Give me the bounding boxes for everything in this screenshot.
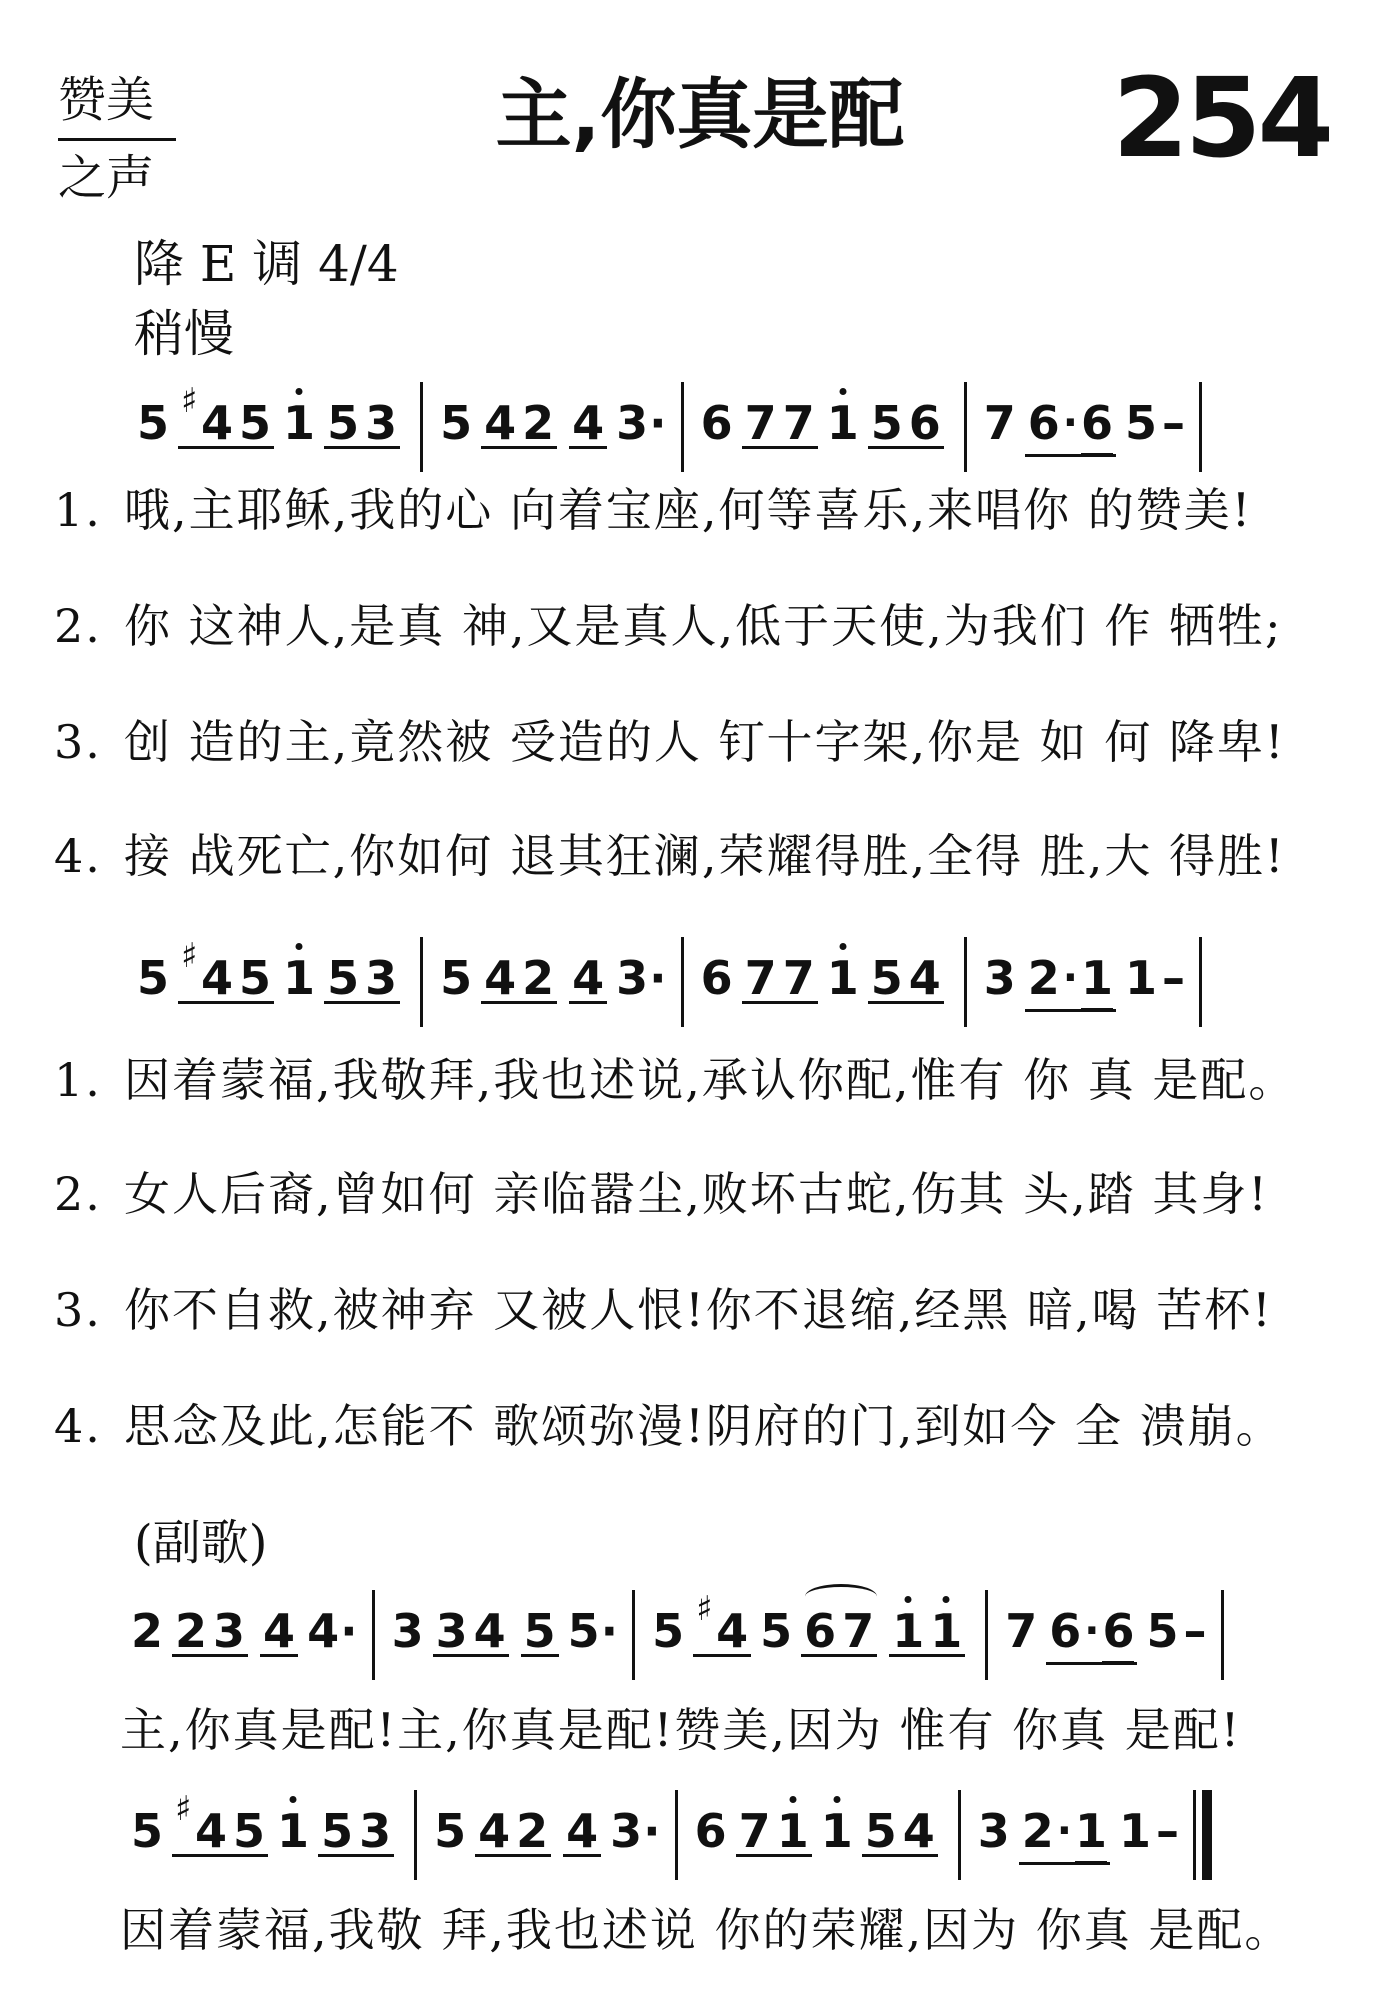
- note: 5: [523, 1604, 556, 1658]
- note: 4: [902, 1804, 935, 1858]
- note: 7: [1005, 1604, 1038, 1658]
- measure: [967, 937, 1199, 1027]
- note: 4: [473, 1604, 506, 1658]
- measure: [967, 382, 1199, 472]
- beamed-group: [178, 937, 274, 1004]
- hymn-title: 主,你真是配: [495, 70, 905, 159]
- augmentation-dot: ·: [1056, 1808, 1072, 1854]
- note: 1: [283, 937, 315, 1003]
- note: 2: [131, 1604, 164, 1658]
- note: 1: [827, 937, 859, 1003]
- book-name-bottom: 之声: [58, 150, 155, 206]
- note: 5: [440, 396, 473, 450]
- note: 2: [522, 951, 555, 1005]
- key-signature: 降 E 调 4/4: [134, 235, 399, 293]
- sharp-sign: ♯: [181, 381, 198, 421]
- augmentation-dot: ·: [1084, 1608, 1100, 1654]
- note: 3: [365, 396, 398, 450]
- note: 6: [700, 951, 733, 1005]
- second-underline: [1081, 453, 1113, 456]
- note: 4: [478, 1804, 511, 1858]
- note: 1: [1081, 937, 1113, 1011]
- beamed-group: [481, 937, 557, 1004]
- augmentation-dot: ·: [1062, 955, 1078, 1001]
- barline: [1221, 1590, 1224, 1680]
- measure: [134, 382, 420, 472]
- note: 1: [283, 382, 315, 448]
- note: 3: [616, 951, 649, 1005]
- octave-dot: [839, 388, 846, 395]
- lyric-line: 4. 思念及此,怎能不 歌颂弥漫!阴府的门,到如今 全 溃崩。: [54, 1399, 1284, 1453]
- note: 2: [1021, 1804, 1054, 1858]
- extension-dash: –: [1162, 396, 1186, 450]
- note: 1: [821, 1790, 853, 1856]
- barline: [1193, 1790, 1196, 1880]
- lyric-line: 4. 接 战死亡,你如何 退其狂澜,荣耀得胜,全得 胜,大 得胜!: [54, 829, 1286, 883]
- beamed-group: [693, 1590, 751, 1657]
- note: 3: [977, 1804, 1010, 1858]
- note: 7: [842, 1604, 875, 1658]
- note: 5: [321, 1804, 354, 1858]
- final-barline: [1202, 1790, 1212, 1880]
- lyric-line: 1. 因着蒙福,我敬拜,我也述说,承认你配,惟有 你 真 是配。: [54, 1053, 1297, 1107]
- note: 4: [566, 1804, 599, 1858]
- sharp-sign: ♯: [175, 1789, 192, 1829]
- measure: [684, 937, 964, 1027]
- lyric-line: 2. 你 这神人,是真 神,又是真人,低于天使,为我们 作 牺牲;: [54, 599, 1283, 653]
- note: 7: [782, 951, 815, 1005]
- extension-dash: –: [1162, 951, 1186, 1005]
- second-underline: [1102, 1661, 1134, 1664]
- octave-dot: [296, 943, 303, 950]
- octave-dot: [905, 1596, 912, 1603]
- lyric-line: 2. 女人后裔,曾如何 亲临嚣尘,败坏古蛇,伤其 头,踏 其身!: [54, 1167, 1269, 1221]
- note: 5: [327, 396, 360, 450]
- note: ♯ 4: [181, 381, 234, 450]
- beamed-group: [1046, 1590, 1137, 1665]
- beamed-group: [868, 937, 944, 1004]
- octave-dot: [789, 1796, 796, 1803]
- measure: [423, 937, 681, 1027]
- beamed-group: [569, 382, 607, 449]
- slur-mark: [805, 1584, 877, 1609]
- beamed-group: [178, 382, 274, 449]
- barline: [1199, 937, 1202, 1027]
- beamed-group: [868, 382, 944, 449]
- note: 1: [827, 382, 859, 448]
- lyric-line: 3. 创 造的主,竟然被 受造的人 钉十字架,你是 如 何 降卑!: [54, 715, 1286, 769]
- note: 3: [616, 396, 649, 450]
- note: 5: [440, 951, 473, 1005]
- note: 1: [1125, 951, 1158, 1005]
- note: 5: [137, 396, 170, 450]
- note: 7: [782, 396, 815, 450]
- extension-dash: –: [1183, 1604, 1207, 1658]
- note: 6: [1049, 1604, 1082, 1658]
- note: 7: [744, 951, 777, 1005]
- note: 1: [1075, 1790, 1107, 1864]
- note: 1: [892, 1590, 924, 1656]
- hymn-number: 254: [1112, 54, 1330, 182]
- note: 7: [983, 396, 1016, 450]
- book-name-top: 赞美: [58, 72, 155, 128]
- note: 6: [1102, 1590, 1134, 1664]
- note: 5: [131, 1804, 164, 1858]
- note: 5: [652, 1604, 685, 1658]
- note: 5: [233, 1804, 266, 1858]
- lyric-line: 3. 你不自救,被神弃 又被人恨!你不退缩,经黑 暗,喝 苦杯!: [54, 1283, 1273, 1337]
- note: 2: [516, 1804, 549, 1858]
- note: 5: [760, 1604, 793, 1658]
- note: 3: [983, 951, 1016, 1005]
- note: 5: [434, 1804, 467, 1858]
- note: 5: [870, 396, 903, 450]
- beamed-group: [521, 1590, 559, 1657]
- beamed-group: [1019, 1790, 1110, 1865]
- measure: [128, 1790, 414, 1880]
- augmentation-dot: ·: [600, 1604, 619, 1658]
- beamed-group: [569, 937, 607, 1004]
- augmentation-dot: ·: [1062, 400, 1078, 446]
- note: 2: [175, 1604, 208, 1658]
- note: 3: [435, 1604, 468, 1658]
- note: 4: [484, 396, 517, 450]
- note: 1: [1119, 1804, 1152, 1858]
- note: 5: [567, 1604, 600, 1658]
- beamed-group: [324, 937, 400, 1004]
- beamed-group: [742, 382, 818, 449]
- beamed-group: [742, 937, 818, 1004]
- note: 6: [804, 1604, 837, 1658]
- augmentation-dot: ·: [643, 1804, 661, 1858]
- note: 7: [744, 396, 777, 450]
- note: 5: [1146, 1604, 1179, 1658]
- note: 4: [572, 951, 605, 1005]
- note: 5: [137, 951, 170, 1005]
- note: 6: [908, 396, 941, 450]
- note: 1: [930, 1590, 962, 1656]
- beamed-group: [801, 1590, 877, 1657]
- note: 6: [700, 396, 733, 450]
- note: ♯ 4: [181, 936, 234, 1005]
- chorus-lyric-line: 因着蒙福,我敬 拜,我也述说 你的荣耀,因为 你真 是配。: [120, 1903, 1293, 1957]
- beamed-group: [433, 1590, 509, 1657]
- note: 4: [484, 951, 517, 1005]
- sharp-sign: ♯: [696, 1589, 713, 1629]
- augmentation-dot: ·: [649, 396, 667, 450]
- beamed-group: [563, 1790, 601, 1857]
- octave-dot: [833, 1796, 840, 1803]
- notation-line-1: [0, 382, 1400, 472]
- note: 3: [391, 1604, 424, 1658]
- beamed-group: [862, 1790, 938, 1857]
- octave-dot: [943, 1596, 950, 1603]
- note: ♯ 4: [696, 1589, 749, 1658]
- note: 2: [522, 396, 555, 450]
- lyric-line: 1. 哦,主耶稣,我的心 向着宝座,何等喜乐,来唱你 的赞美!: [54, 483, 1253, 537]
- note: 5: [239, 951, 272, 1005]
- note: 6: [1027, 396, 1060, 450]
- measure: [988, 1590, 1220, 1680]
- beamed-group: [172, 1590, 248, 1657]
- note: 3: [365, 951, 398, 1005]
- beamed-group: [1025, 937, 1116, 1012]
- note: 4: [908, 951, 941, 1005]
- note: 5: [1125, 396, 1158, 450]
- measure: [417, 1790, 675, 1880]
- measure: [134, 937, 420, 1027]
- note: 4: [263, 1604, 296, 1658]
- note: 5: [327, 951, 360, 1005]
- note: 7: [738, 1804, 771, 1858]
- measure: [961, 1790, 1193, 1880]
- sharp-sign: ♯: [181, 936, 198, 976]
- octave-dot: [296, 388, 303, 395]
- measure: [684, 382, 964, 472]
- note: 4: [572, 396, 605, 450]
- note: 3: [359, 1804, 392, 1858]
- beamed-group: [1025, 382, 1116, 457]
- barline: [1199, 382, 1202, 472]
- note: 3: [213, 1604, 246, 1658]
- note: 5: [864, 1804, 897, 1858]
- note: 4: [307, 1604, 340, 1658]
- note: 6: [1081, 382, 1113, 456]
- second-underline: [1081, 1008, 1113, 1011]
- note: 1: [277, 1790, 309, 1856]
- beamed-group: [481, 382, 557, 449]
- octave-dot: [839, 943, 846, 950]
- beamed-group: [475, 1790, 551, 1857]
- second-underline: [1075, 1861, 1107, 1864]
- note: ♯ 4: [175, 1789, 228, 1858]
- measure: [375, 1590, 633, 1680]
- augmentation-dot: ·: [649, 951, 667, 1005]
- chorus-lyric-line: 主,你真是配!主,你真是配!赞美,因为 惟有 你真 是配!: [120, 1703, 1242, 1757]
- notation-line-4: [0, 1790, 1400, 1880]
- octave-dot: [290, 1796, 297, 1803]
- tempo-marking: 稍慢: [134, 305, 234, 363]
- note: 1: [777, 1790, 809, 1856]
- measure: [423, 382, 681, 472]
- note: 5: [239, 396, 272, 450]
- augmentation-dot: ·: [340, 1604, 358, 1658]
- beamed-group: [260, 1590, 298, 1657]
- beamed-group: [172, 1790, 268, 1857]
- chorus-label: (副歌): [134, 1515, 268, 1571]
- measure: [635, 1590, 985, 1680]
- measure: [678, 1790, 958, 1880]
- measure: [128, 1590, 372, 1680]
- note: 6: [694, 1804, 727, 1858]
- note: 5: [870, 951, 903, 1005]
- note: 3: [610, 1804, 643, 1858]
- extension-dash: –: [1156, 1804, 1180, 1858]
- beamed-group: [324, 382, 400, 449]
- notation-line-2: [0, 937, 1400, 1027]
- notation-line-3: [0, 1590, 1400, 1680]
- beamed-group: [318, 1790, 394, 1857]
- beamed-group: [736, 1790, 812, 1857]
- beamed-group: [889, 1590, 965, 1657]
- note: 2: [1027, 951, 1060, 1005]
